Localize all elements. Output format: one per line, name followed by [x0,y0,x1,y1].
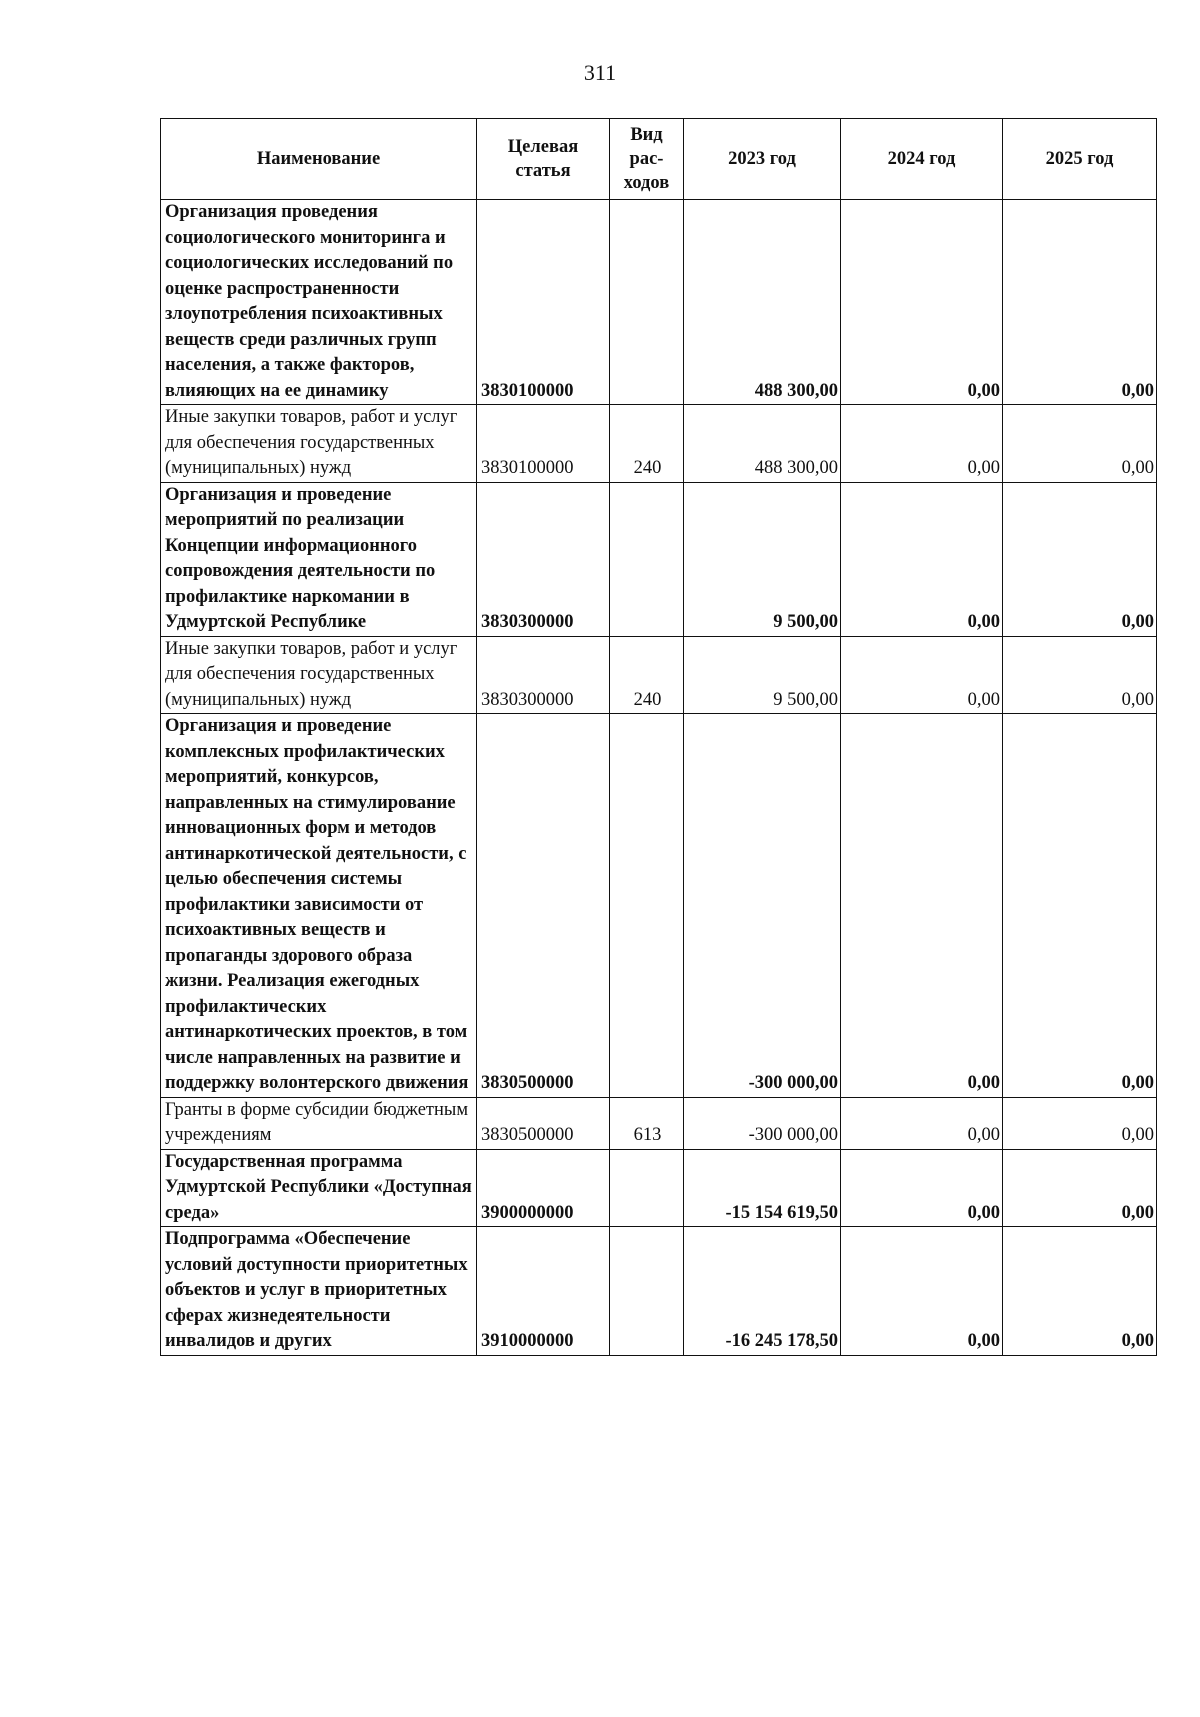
row-name: Государственная программа Удмуртской Республики «Доступная среда» [161,1149,477,1227]
header-2025: 2025 год [1003,119,1157,200]
row-2023: 488 300,00 [684,200,841,405]
row-name: Организация и проведение комплексных профилактических мероприятий, конкурсов, направленных на стимулирование инновационных форм и методов антинаркотической деятельности, с целью обеспечения системы профилактики зависимости от психоактивных веществ и пропаганды здорового образа жизни. Реализация ежегодных профилактических антинаркотических проектов, в том числе направленных на развитие и поддержку волонтерского движения [161,714,477,1098]
table-row [161,636,1157,714]
row-2024: 0,00 [841,714,1003,1098]
row-2023: 9 500,00 [684,482,841,636]
row-2024: 0,00 [841,636,1003,714]
row-kind [610,200,684,405]
row-name: Иные закупки товаров, работ и услуг для обеспечения государственных (муниципальных) нужд [161,405,477,483]
row-name: Иные закупки товаров, работ и услуг для обеспечения государственных (муниципальных) нужд [161,636,477,714]
row-code: 3830500000 [477,1097,610,1149]
row-name: Организация и проведение мероприятий по реализации Концепции информационного сопровождения деятельности по профилактике наркомании в Удмуртской Республике [161,482,477,636]
row-2025: 0,00 [1003,1149,1157,1227]
row-2025: 0,00 [1003,1227,1157,1356]
row-2025: 0,00 [1003,1097,1157,1149]
row-2025: 0,00 [1003,200,1157,405]
row-code: 3830300000 [477,482,610,636]
row-2023: -15 154 619,50 [684,1149,841,1227]
header-name: Наименование [161,119,477,200]
header-kind: Вид рас-ходов [610,119,684,200]
row-2025: 0,00 [1003,636,1157,714]
row-2025: 0,00 [1003,714,1157,1098]
table-header-row [161,119,1157,200]
row-kind: 240 [610,636,684,714]
budget-table [160,118,1157,1356]
row-2024: 0,00 [841,1097,1003,1149]
table-row [161,405,1157,483]
row-2023: -300 000,00 [684,714,841,1098]
table-row [161,1097,1157,1149]
header-2023: 2023 год [684,119,841,200]
row-kind [610,482,684,636]
header-2024: 2024 год [841,119,1003,200]
row-2023: 488 300,00 [684,405,841,483]
table-row [161,482,1157,636]
row-kind: 240 [610,405,684,483]
row-kind: 613 [610,1097,684,1149]
row-2024: 0,00 [841,200,1003,405]
row-kind [610,1227,684,1356]
row-2024: 0,00 [841,405,1003,483]
row-2025: 0,00 [1003,405,1157,483]
table-row [161,200,1157,405]
row-2024: 0,00 [841,1149,1003,1227]
row-2024: 0,00 [841,1227,1003,1356]
row-name: Организация проведения социологического мониторинга и социологических исследований по оценке распространенности злоупотребления психоактивных веществ среди различных групп населения, а также факторов, влияющих на ее динамику [161,200,477,405]
row-code: 3830300000 [477,636,610,714]
row-2023: -300 000,00 [684,1097,841,1149]
table-row [161,1227,1157,1356]
row-kind [610,714,684,1098]
row-name: Гранты в форме субсидии бюджетным учреждениям [161,1097,477,1149]
row-2025: 0,00 [1003,482,1157,636]
row-name: Подпрограмма «Обеспечение условий доступности приоритетных объектов и услуг в приоритетных сферах жизнедеятельности инвалидов и других [161,1227,477,1356]
page-number: 311 [583,60,617,85]
row-code: 3910000000 [477,1227,610,1356]
row-kind [610,1149,684,1227]
row-code: 3830100000 [477,200,610,405]
row-code: 3830500000 [477,714,610,1098]
header-code: Целевая статья [477,119,610,200]
table-row [161,1149,1157,1227]
row-2024: 0,00 [841,482,1003,636]
row-code: 3900000000 [477,1149,610,1227]
row-2023: -16 245 178,50 [684,1227,841,1356]
row-code: 3830100000 [477,405,610,483]
row-2023: 9 500,00 [684,636,841,714]
table-row [161,714,1157,1098]
